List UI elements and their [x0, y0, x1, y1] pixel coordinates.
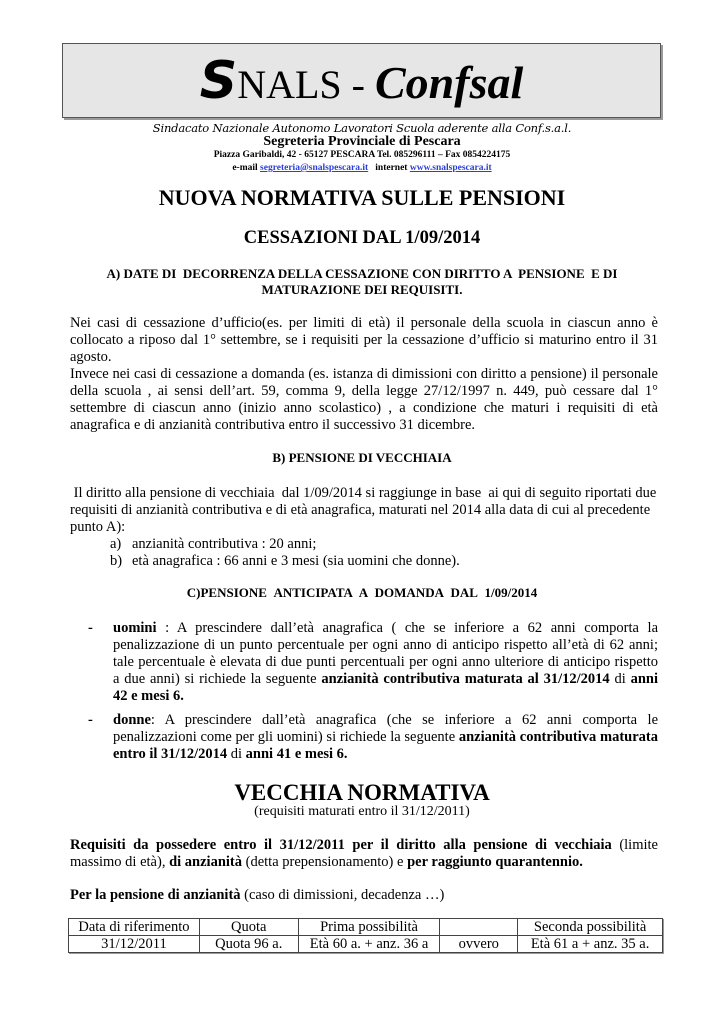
- office-name: Segreteria Provinciale di Pescara: [263, 134, 461, 149]
- office-address: Piazza Garibaldi, 42 - 65127 PESCARA Tel. 085296111 – Fax 0854224175: [213, 150, 511, 160]
- table-row: [69, 936, 663, 953]
- table-header-cell: Seconda possibilità: [518, 919, 663, 936]
- section-a-paragraph-1: Nei casi di cessazione d’ufficio(es. per limiti di età) il personale della scuola in ciascun anno è collocato a riposo dal 1° settembre, se i requisiti per la cessazione d’ufficio si maturino entro il 31 agosto.: [70, 315, 658, 365]
- old-rules-subheading: (requisiti maturati entro il 31/12/2011): [254, 804, 470, 819]
- old-rules-requirements: Requisiti da possedere entro il 31/12/2011 per il diritto alla pensione di vecchiaia (limite massimo di età), di anzianità (detta prepensionamento) e per raggiunto quarantennio.: [70, 837, 658, 870]
- section-b-intro: Il diritto alla pensione di vecchiaia dal 1/09/2014 si raggiunge in base ai qui di seguito riportati due requisiti di anzianità contributiva e di età anagrafica, maturati nel 2014 alla data di cui al precedente punto A):: [70, 485, 660, 535]
- document-subtitle: CESSAZIONI DAL 1/09/2014: [243, 228, 481, 248]
- bullet-uomini: uomini : A prescindere dall’età anagrafica ( che se inferiore a 62 anni comporta la penalizzazione di un punto percentuale per ogni anno di anticipo rispetto all’età di 62 anni; tale percentuale è elevata di due punti percentuali per ogni anno ulteriore di anticipo rispetto a due anni) si richiede la seguente anzianità contributiva maturata al 31/12/2014 di anni 42 e mesi 6.: [113, 620, 658, 704]
- bullet-dash: -: [88, 620, 93, 636]
- anzianita-intro: Per la pensione di anzianità (caso di dimissioni, decadenza …): [70, 887, 445, 903]
- table-header-cell: Data di riferimento: [69, 919, 200, 936]
- table-header-row: [69, 919, 663, 936]
- anzianita-requirements-table: [68, 918, 663, 953]
- contact-line: e-mail segreteria@snalspescara.it internet www.snalspescara.it: [232, 163, 492, 173]
- table-cell: Età 61 a + anz. 35 a.: [518, 936, 663, 953]
- table-header-cell: [440, 919, 518, 936]
- old-rules-heading: VECCHIA NORMATIVA: [234, 780, 490, 805]
- table-header-cell: Prima possibilità: [298, 919, 440, 936]
- table-cell: ovvero: [440, 936, 518, 953]
- snals-confsal-logo: SNALS - Confsal: [199, 50, 524, 111]
- document-title: NUOVA NORMATIVA SULLE PENSIONI: [158, 185, 566, 210]
- union-tagline: Sindacato Nazionale Autonomo Lavoratori Scuola aderente alla Conf.s.a.l.: [152, 121, 572, 135]
- section-c-heading: C)PENSIONE ANTICIPATA A DOMANDA DAL 1/09/2014: [186, 585, 538, 600]
- table-header-cell: Quota: [199, 919, 298, 936]
- header-logo-box: [62, 43, 661, 118]
- website-link[interactable]: www.snalspescara.it: [409, 163, 492, 173]
- bullet-donne: donne: A prescindere dall’età anagrafica (che se inferiore a 62 anni comporta le penalizzazioni come per gli uomini) si richiede la seguente anzianità contributiva maturata entro il 31/12/2014 di anni 41 e mesi 6.: [113, 712, 658, 762]
- section-b-heading: B) PENSIONE DI VECCHIAIA: [272, 450, 452, 465]
- table-cell: Età 60 a. + anz. 36 a: [298, 936, 440, 953]
- table-cell: 31/12/2011: [69, 936, 200, 953]
- bullet-dash: -: [88, 712, 93, 728]
- list-item: a) anzianità contributiva : 20 anni;: [110, 536, 317, 552]
- table-cell: Quota 96 a.: [199, 936, 298, 953]
- section-a-paragraph-2: Invece nei casi di cessazione a domanda (es. istanza di dimissioni con diritto a pensione) il personale della scuola , ai sensi dell’art. 59, comma 9, della legge 27/12/1997 n. 449, può cessare dal 1° settembre di ciascun anno (inizio anno scolastico) , a condizione che maturi i requisiti di età anagrafica e di anzianità contributiva entro il successivo 31 dicembre.: [70, 366, 658, 433]
- email-link[interactable]: segreteria@snalspescara.it: [260, 163, 369, 173]
- list-item: b) età anagrafica : 66 anni e 3 mesi (sia uomini che donne).: [110, 553, 460, 569]
- section-a-heading: A) DATE DI DECORRENZA DELLA CESSAZIONE CON DIRITTO A PENSIONE E DI MATURAZIONE DEI REQUISITI.: [106, 266, 618, 297]
